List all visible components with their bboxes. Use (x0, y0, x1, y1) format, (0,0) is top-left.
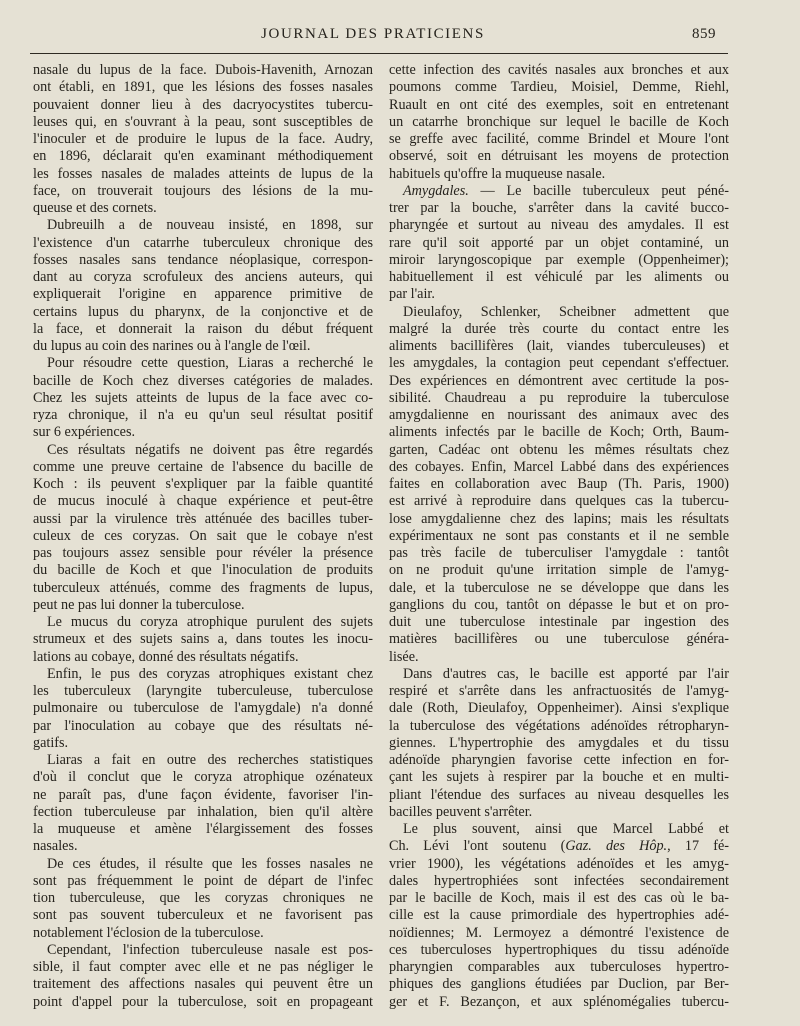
text-line: tuberculeux atténués, comme des fragments de lupus, (33, 579, 373, 596)
text-line: pouvaient donner lieu à des dacryocystites tubercu- (33, 96, 373, 113)
text-line: dales hypertrophiées sont infectées secondairement (389, 872, 729, 889)
text-line: pliant l'étendue des surfaces au niveau desquelles les (389, 786, 729, 803)
text-line: queuse et des cornets. (33, 200, 157, 216)
text-line: Des expériences en démontrent avec certitude la pos- (389, 372, 729, 389)
text-line: les fosses nasales de malades atteints de lupus de la (33, 165, 373, 182)
text-line: est arrivé à reproduire dans quelques cas la tubercu- (389, 493, 729, 510)
text-line: Liaras a fait en outre des recherches statistiques (47, 752, 373, 768)
text-line: faites en collaboration avec Baup (Th. Paris, 1900) (389, 476, 729, 492)
text-line: dale, et la tuberculose ne se développe que dans les (389, 579, 729, 596)
text-line: on ne produit qu'une irritation simple de l'amyg- (389, 562, 729, 579)
text-line: çant les sujets à respirer par la bouche et en multi- (389, 769, 729, 786)
text-line: sur 6 expériences. (33, 424, 136, 441)
text-line: phiques des ganglions étudiées par Duclion, par Ber- (389, 976, 729, 993)
text-line: par l'inoculation au cobaye que des résultats né- (33, 717, 373, 734)
text-line: nasales. (33, 838, 78, 855)
text-line: culeux de ces coryzas. On sait que le cobaye n'est (33, 527, 373, 544)
text-line: du bacille de Koch et que l'inoculation de produits (33, 562, 373, 579)
text-line: sible, il faut compter avec elle et ne pas négliger le (33, 959, 373, 975)
text-line: adénoïde pharyngien favorise cette infection en for- (389, 752, 729, 768)
text-line: observé, soit en détruisant les moyens de protection (389, 148, 729, 165)
text-line: Ruault en ont cité des exemples, soit en entretenant (389, 96, 729, 113)
text-line: Dubreuilh a de nouveau insisté, en 1898, sur (47, 217, 373, 234)
text-line: ont établi, en 1891, que les lésions des fosses nasales (33, 79, 373, 96)
text-line: Dieulafoy, Schlenker, Scheibner admettent que (403, 303, 729, 320)
text-line: lose amygdalienne chez des lapins; mais les résultats (389, 510, 729, 527)
text-line: ger et F. Bezançon, et aux splénomégalies tubercu- (389, 993, 729, 1010)
text-line: l'inoculer et de produire le lupus de la face. Audry, (33, 131, 373, 147)
right-column (389, 62, 729, 1010)
text-line: par l'air. (389, 286, 435, 303)
text-line: pharyngée et surtout au niveau des amydales. Il est (389, 217, 729, 234)
text-line: en 1896, déclarait qu'en examinant méthodiquement (33, 148, 373, 165)
text-line: gatifs. (33, 734, 69, 751)
text-line: du lupus au coin des narines ou à l'angle de l'œil. (33, 338, 311, 354)
text-line: aussi par la virulence très atténuée des bacilles tuber- (33, 510, 373, 527)
text-line: ces tuberculoses hypertrophiques du tissu adénoïde (389, 941, 729, 958)
text-line: matières bacillifères ou une tuberculose généra- (389, 631, 729, 648)
text-line: aliments bacillifères (lait, viandes tuberculeuses) et (389, 338, 729, 354)
text-line: bacilles peuvent s'arrêter. (389, 803, 533, 820)
text-line: sibilité. Chaudreau a pu reproduire la tuberculose (389, 389, 729, 406)
text-line: ganglions du cou, tantôt on dépasse le but et on pro- (389, 596, 729, 613)
text-line: ne paraît pas, d'une façon évidente, favoriser l'in- (33, 786, 373, 803)
text-line: nasale du lupus de la face. Dubois-Havenith, Arnozan (33, 62, 373, 78)
text-line: dant au coryza scrofuleux des anciens auteurs, qui (33, 269, 373, 285)
text-line: sont pas souvent tuberculeux et ne favorisent pas (33, 907, 373, 924)
text-line: peut ne pas lui donner la tuberculose. (33, 596, 245, 613)
text-line: cille est la cause primordiale des hypertrophies adé- (389, 907, 729, 924)
text-line: sont pas fréquemment le point de départ de l'infec (33, 872, 373, 889)
text-line: habituellement il est véhiculé par les aliments ou (389, 269, 729, 285)
text-line: lisée. (389, 648, 419, 665)
text-line: la face, et donnerait la raison du début fréquent (33, 320, 373, 337)
text-line: rare qu'il soit apporté par un objet contaminé, un (389, 234, 729, 251)
text-line: Koch : ils peuvent s'expliquer par la faible quantité (33, 476, 373, 492)
text-line: par le bacille de Koch, mais il est des cas où le ba- (389, 890, 729, 906)
text-line: comme une preuve certaine de l'absence du bacille de (33, 458, 373, 475)
text-line: Le mucus du coryza atrophique purulent des sujets (47, 614, 373, 630)
text-line: les tuberculeux (laryngite tuberculeuse, tuberculose (33, 683, 373, 699)
text-line: dale (Roth, Dieulafoy, Oppenheimer). Ainsi s'explique (389, 700, 729, 717)
text-line: tion tuberculeuse, que les coryzas chroniques ne (33, 890, 373, 906)
text-line: leuses qui, en s'ouvrant à la peau, sont susceptibles de (33, 113, 373, 130)
text-line: point d'appel pour la tuberculose, soit en propageant (33, 993, 373, 1010)
text-line: garten, Cadéac ont obtenu les mêmes résultats chez (389, 441, 729, 458)
text-line: ryza chronique, il n'a eu qu'un seul résultat positif (33, 407, 373, 423)
text-line: un catarrhe bronchique sur lequel le bacille de Koch (389, 113, 729, 130)
text-line: Amygdales. — Le bacille tuberculeux peut péné- (403, 182, 729, 199)
text-line: fection tuberculeuse par inhalation, bien qu'il altère (33, 803, 373, 820)
text-line: pulmonaire ou tuberculose de l'amygdale) n'a donné (33, 700, 373, 717)
text-line: aliments infectés par le bacille de Koch; Orth, Baum- (389, 424, 729, 441)
text-line: Dans d'autres cas, le bacille est apporté par l'air (403, 665, 729, 682)
text-line: expliquerait l'origine en apparence primitive de (33, 286, 373, 303)
text-line: noïdiennes; M. Lermoyez a démontré l'existence de (389, 924, 729, 941)
text-line: des cobayes. Enfin, Marcel Labbé dans des expériences (389, 458, 729, 475)
text-line: Ch. Lévi l'ont soutenu (Gaz. des Hôp., 17 fé- (389, 838, 729, 855)
text-line: Le plus souvent, ainsi que Marcel Labbé et (403, 821, 729, 837)
text-line: les amygdales, la contagion peut cependant s'effectuer. (389, 355, 729, 372)
text-line: Chez les sujets atteints de lupus de la face avec co- (33, 389, 373, 406)
text-line: giennes. L'hypertrophie des amygdales et du tissu (389, 734, 729, 751)
text-line: Cependant, l'infection tuberculeuse nasale est pos- (47, 941, 373, 958)
text-line: la muqueuse et amène l'élargissement des fosses (33, 821, 373, 837)
page-number: 859 (692, 26, 716, 42)
text-line: traitement des affections nasales qui peuvent être un (33, 976, 373, 993)
text-line: De ces études, il résulte que les fosses nasales ne (47, 855, 373, 872)
text-line: trer par la bouche, s'arrêter dans la cavité bucco- (389, 200, 729, 216)
text-line: vrier 1900), les végétations adénoïdes et les amyg- (389, 855, 729, 872)
text-line: amygdalienne en nourissant des animaux avec des (389, 407, 729, 423)
text-line: Pour résoudre cette question, Liaras a recherché le (47, 355, 373, 372)
text-line: cette infection des cavités nasales aux bronches et aux (389, 62, 729, 78)
running-header (30, 26, 716, 50)
text-line: notablement l'éclosion de la tuberculose. (33, 924, 264, 941)
text-line: Enfin, le pus des coryzas atrophiques existant chez (47, 665, 373, 682)
text-line: pharyngien comparables aux tuberculoses hypertro- (389, 959, 729, 975)
text-line: lations au cobaye, donné des résultats négatifs. (33, 648, 299, 665)
text-line: Ces résultats négatifs ne doivent pas être regardés (47, 441, 373, 458)
text-line: expérimentaux ne sont pas constants et il ne semble (389, 527, 729, 544)
text-line: d'où il conclut que le coryza atrophique ozénateux (33, 769, 373, 786)
text-line: l'existence d'un catarrhe tuberculeux chronique des (33, 234, 373, 251)
text-line: de mucus inoculé à chaque expérience et peut-être (33, 493, 373, 510)
text-line: habituels qu'offre la muqueuse nasale. (389, 165, 606, 182)
text-line: la tuberculose des végétations adénoïdes rétropharyn- (389, 717, 729, 734)
text-line: face, on trouverait toujours des lésions de la mu- (33, 182, 373, 199)
text-line: miroir laryngoscopique par exemple (Oppenheimer); (389, 251, 729, 268)
header-rule (30, 53, 728, 54)
text-line: bacille de Koch chez diverses catégories de malades. (33, 372, 373, 389)
text-line: respiré et s'arrête dans les anfractuosités de l'amyg- (389, 683, 729, 699)
text-line: pas très facile de tuberculiser l'amygdale : tantôt (389, 545, 729, 561)
text-line: pas toujours assez sensible pour révéler la présence (33, 545, 373, 561)
text-line: se greffe avec facilité, comme Brindel et Moure l'ont (389, 131, 729, 147)
journal-title: JOURNAL DES PRATICIENS (261, 26, 485, 42)
text-line: fosses nasales sans tendance néoplasique, correspon- (33, 251, 373, 268)
text-line: duit une tuberculose intestinale par ingestion des (389, 614, 729, 630)
text-line: poumons comme Tardieu, Moisiel, Demme, Riehl, (389, 79, 729, 96)
left-column (33, 62, 373, 1010)
text-line: strumeux et des sujets sains a, dans toutes les inocu- (33, 631, 373, 648)
text-line: certains lupus du pharynx, de la conjonctive et de (33, 303, 373, 320)
text-line: malgré la durée très courte du contact entre les (389, 320, 729, 337)
